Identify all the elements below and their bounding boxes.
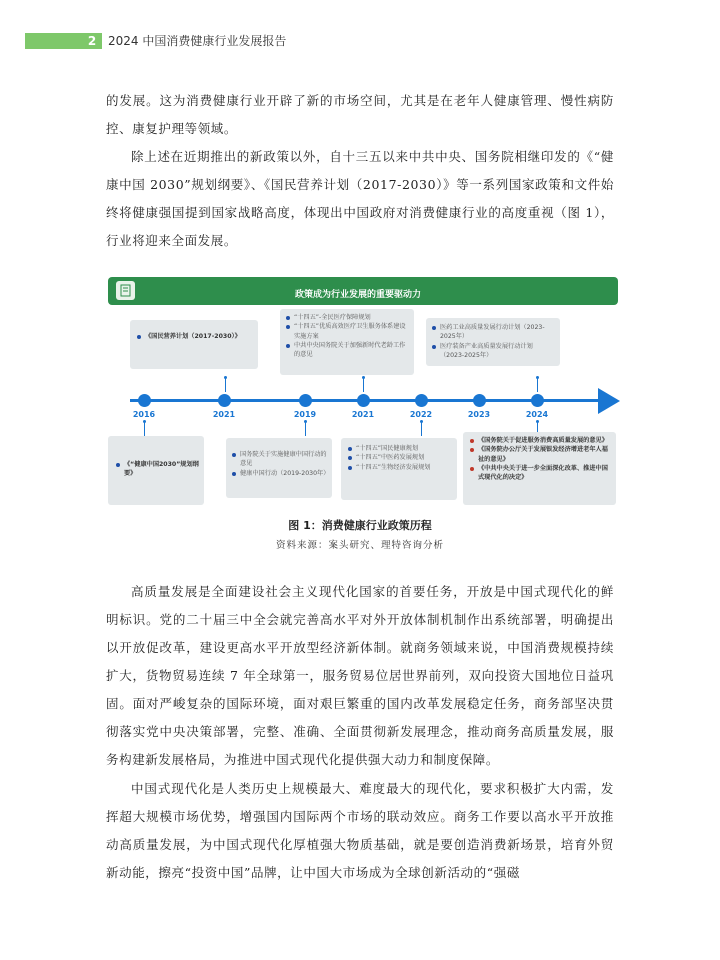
list-item: “十四五”国民健康规划 bbox=[347, 444, 452, 453]
timeline-box-2023 bbox=[426, 318, 560, 366]
list-item: “十四五”中医药发展规划 bbox=[347, 453, 452, 462]
list-item: “十四五”生物经济发展规划 bbox=[347, 463, 452, 472]
paragraph-2: 除上述在近期推出的新政策以外，自十三五以来中共中央、国务院相继印发的《“健康中国 2030”规划纲要》、《国民营养计划（2017-2030）》等一系列国家政策和文件始终将健康强国提到国家战略高度，体现出中国政府对消费健康行业的高度重视（图 1），行业将迎来全面发展。 bbox=[106, 149, 614, 248]
year-label: 2023 bbox=[467, 410, 491, 419]
connector bbox=[363, 377, 364, 392]
list-item: 健康中国行动（2019-2030年） bbox=[231, 469, 327, 478]
figure-banner bbox=[108, 277, 618, 305]
list-item: 医药工业高质量发展行动计划（2023-2025年） bbox=[431, 323, 555, 342]
connector bbox=[225, 377, 226, 392]
year-label: 2021 bbox=[351, 410, 375, 419]
list-item: 《国务院办公厅关于发展银发经济增进老年人福祉的意见》 bbox=[469, 445, 611, 464]
connector-tip bbox=[420, 420, 423, 423]
list-item: 国务院关于实施健康中国行动的意见 bbox=[231, 450, 327, 469]
timeline-box-2017 bbox=[130, 320, 258, 369]
list-item: 《中共中央关于进一步全面深化改革、推进中国式现代化的决定》 bbox=[469, 464, 611, 483]
year-label: 2016 bbox=[132, 410, 156, 419]
list-item: “十四五”优质高效医疗卫生服务体系建设实施方案 bbox=[285, 322, 409, 341]
paragraph-1: 的发展。这为消费健康行业开辟了新的市场空间，尤其是在老年人健康管理、慢性病防控、康复护理等领域。 bbox=[106, 93, 614, 136]
page-number: 2 bbox=[87, 34, 97, 48]
connector-tip bbox=[536, 376, 539, 379]
timeline-box-2021-top bbox=[280, 309, 414, 375]
list-item: 中共中央国务院关于加强新时代老龄工作的意见 bbox=[285, 341, 409, 360]
year-label: 2024 bbox=[525, 410, 549, 419]
timeline-box-2019 bbox=[226, 438, 332, 498]
timeline-dot bbox=[138, 394, 151, 407]
figure-source: 资料来源：案头研究、理特咨询分析 bbox=[275, 540, 444, 551]
paragraph-4: 中国式现代化是人类历史上规模最大、难度最大的现代化，要求积极扩大内需，发挥超大规模市场优势，增强国内国际两个市场的联动效应。商务工作要以高水平开放推动高质量发展，为中国式现代化厚植强大物质基础，就是要创造消费新场景，培育外贸新动能，擦亮“投资中国”品牌，让中国大市场成为全球创新活动的“强磁 bbox=[106, 781, 614, 880]
timeline-dot bbox=[299, 394, 312, 407]
year-label: 2021 bbox=[212, 410, 236, 419]
timeline-dot bbox=[218, 394, 231, 407]
timeline-dot bbox=[473, 394, 486, 407]
list-item: 医疗装备产业高质量发展行动计划（2023-2025年） bbox=[431, 342, 555, 361]
header-title: 2024 中国消费健康行业发展报告 bbox=[108, 34, 287, 48]
connector bbox=[537, 377, 538, 392]
document-icon bbox=[116, 281, 135, 300]
timeline-box-2021-bottom bbox=[341, 438, 457, 500]
connector bbox=[305, 422, 306, 436]
timeline-arrow-icon bbox=[598, 388, 620, 414]
connector-tip bbox=[224, 376, 227, 379]
timeline-dot bbox=[357, 394, 370, 407]
figure-banner-title: 政策成为行业发展的重要驱动力 bbox=[294, 290, 421, 300]
paragraph-3: 高质量发展是全面建设社会主义现代化国家的首要任务，开放是中国式现代化的鲜明标识。党的二十届三中全会就完善高水平对外开放体制机制作出系统部署，明确提出以开放促改革，建设更高水平开放型经济新体制。就商务领域来说，中国消费规模持续扩大，货物贸易连续 7 年全球第一，服务贸易位居世界前列，双向投资大国地位日益巩固。面对严峻复杂的国际环境，面对艰巨繁重的国内改革发展稳定任务，商务部坚决贯彻落实党中央决策部署，完整、准确、全面贯彻新发展理念，推动商务高质量发展，服务构建新发展格局，为推进中国式现代化提供强大动力和制度保障。 bbox=[106, 584, 614, 767]
list-item: 《国民营养计划（2017-2030）》 bbox=[136, 332, 252, 341]
connector-tip bbox=[304, 420, 307, 423]
connector-tip bbox=[362, 376, 365, 379]
timeline-dot bbox=[531, 394, 544, 407]
connector-tip bbox=[143, 420, 146, 423]
list-item: “十四五”-全民医疗保障规划 bbox=[285, 313, 409, 322]
timeline-box-2024 bbox=[463, 432, 616, 505]
year-label: 2022 bbox=[409, 410, 433, 419]
year-label: 2019 bbox=[293, 410, 317, 419]
timeline-dot bbox=[415, 394, 428, 407]
list-item: 《“健康中国2030”规划纲要》 bbox=[115, 460, 199, 479]
figure-caption: 图 1：消费健康行业政策历程 bbox=[288, 519, 432, 532]
connector-tip bbox=[536, 420, 539, 423]
connector bbox=[421, 422, 422, 436]
connector bbox=[144, 422, 145, 436]
list-item: 《国务院关于促进服务消费高质量发展的意见》 bbox=[469, 436, 611, 445]
policy-timeline-figure bbox=[108, 273, 618, 510]
timeline-box-2016 bbox=[108, 436, 204, 505]
